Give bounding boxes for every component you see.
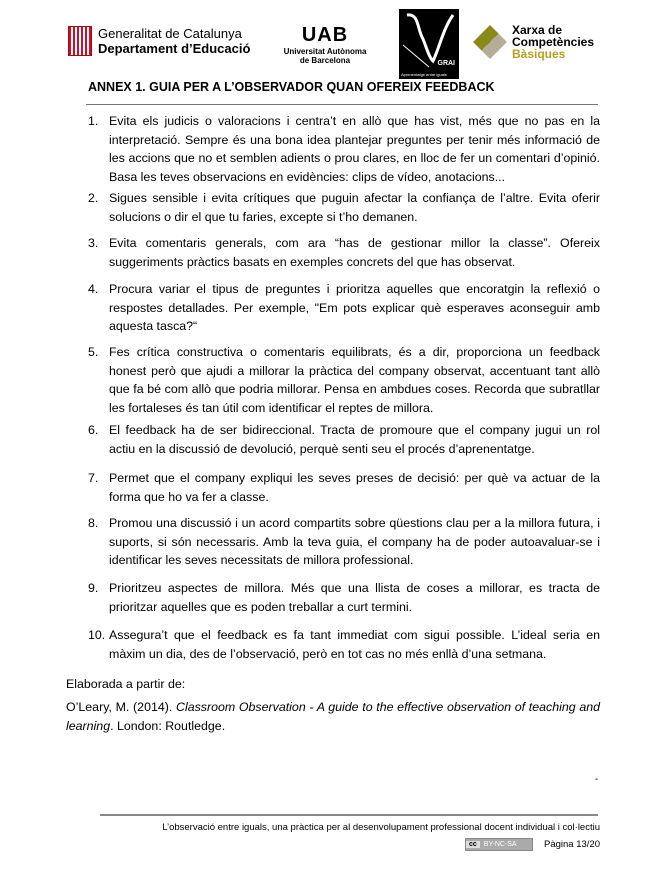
uab-logo-text: UAB	[301, 24, 349, 46]
item-number: 2.	[88, 191, 99, 205]
item-text: Procura variar el tipus de preguntes i prioritza aquelles que encoratgin la reflexió o respostes detallades. Per exemple, "Em pots explicar què esperaves aconseguir amb aquesta tasca?“	[109, 282, 600, 334]
item-text: Sigues sensible i evita crítiques que puguin afectar la confiança de l’altre. Evita oferir solucions o dir el que tu faries, excepte si t’ho demanen.	[109, 191, 600, 224]
xarxa-line1: Xarxa de	[512, 23, 563, 37]
item-text: Evita comentaris generals, com ara “has de gestionar millor la classe”. Ofereix suggeriments pràctics basats en exemples concrets del que has observat.	[109, 236, 600, 269]
license-text: BY-NC-SA	[483, 841, 517, 848]
uab-line1: Universitat Autònoma	[283, 47, 367, 56]
list-item	[88, 112, 600, 186]
list-item	[88, 189, 600, 226]
item-text: Evita els judicis o valoracions i centra’t en allò que has vist, més que no pas en la interpretació. Sempre és una bona idea plantejar preguntes per tenir més informació de les accions que no et semblen adients o prou clares, en lloc de fer un comentari d’opinió. Basa les teves observacions en evidències: clips de vídeo, anotacions...	[109, 114, 600, 184]
item-text: Prioritzeu aspectes de millora. Més que una llista de coses a millorar, es tracta de prioritzar aquelles que es poden treballar a curt termini.	[109, 581, 600, 614]
uab-logo	[280, 24, 370, 65]
list-item	[88, 421, 600, 458]
item-number: 3.	[88, 236, 99, 250]
item-text: Permet que el company expliqui les seves preses de decisió: per què va actuar de la forma que ho va fer a classe.	[109, 471, 600, 504]
xarxa-diamond-icon	[473, 25, 507, 59]
footer-divider	[100, 814, 598, 816]
grai-drawing-icon	[399, 9, 459, 79]
item-text: Assegura’t que el feedback es fa tant immediat com sigui possible. L’ideal seria en màxim un dia, des de l’observació, però en tot cas no més enllà d’una setmana.	[109, 628, 600, 661]
page-number: Pàgina 13/20	[544, 839, 600, 850]
page-title: ANNEX 1. GUIA PER A L’OBSERVADOR QUAN OFEREIX FEEDBACK	[88, 80, 495, 94]
item-number: 4.	[88, 282, 99, 296]
list-item	[88, 280, 600, 336]
item-text: El feedback ha de ser bidireccional. Tracta de promoure que el company jugui un rol actiu en la discussió de devolució, perquè senti seu el procés d’aprenentatge.	[109, 423, 600, 456]
list-item	[88, 626, 600, 663]
item-number: 7.	[88, 471, 99, 485]
item-text: Promou una discussió i un acord compartits sobre qüestions clau per a la millora futura, i suports, si són necessaris. Amb la teva guia, el company ha de poder autoavaluar-se i identificar les seves necessitats de millora professional.	[109, 516, 600, 568]
reference-title: Classroom Observation - A guide to the effective observation of teaching and learning	[66, 700, 600, 733]
department-name: Departament d’Educació	[98, 41, 251, 56]
list-item	[88, 343, 600, 417]
xarxa-line3: Bàsiques	[512, 47, 566, 61]
generalitat-name: Generalitat de Catalunya	[98, 26, 242, 41]
item-number: 9.	[88, 581, 99, 595]
item-number: 10.	[88, 628, 106, 642]
list-item	[88, 234, 600, 271]
item-number: 5.	[88, 345, 99, 359]
generalitat-logo	[68, 26, 250, 56]
footer-text: L’observació entre iguals, una pràctica per al desenvolupament professional docent individual i col·lectiu	[162, 822, 600, 833]
list-item	[88, 579, 600, 616]
grai-logo	[399, 9, 459, 79]
item-number: 1.	[88, 114, 99, 128]
list-item	[88, 514, 600, 570]
item-number: 6.	[88, 423, 99, 437]
item-text: Fes crítica constructiva o comentaris equilibrats, és a dir, proporciona un feedback honest però que ajudi a millorar la pràctica del company observat, accentuant tant allò que fa bé com allò que podria millorar. Pensa en ambdues coses. Recorda que subratllar les fortaleses és tan útil com identificar el reptes de millora.	[109, 345, 600, 415]
source-label: Elaborada a partir de:	[66, 677, 186, 691]
title-divider	[86, 104, 598, 105]
grai-text: GRAI	[437, 60, 455, 67]
reference-publisher: . London: Routledge.	[110, 718, 226, 733]
uab-line2: de Barcelona	[299, 56, 351, 65]
reference-author: O’Leary, M. (2014).	[66, 700, 176, 714]
stray-mark: -	[595, 774, 599, 785]
xarxa-line2: Competències	[512, 35, 595, 49]
reference	[66, 698, 600, 735]
grai-subtitle: Aprenentatge entre iguals	[401, 72, 447, 77]
item-number: 8.	[88, 516, 99, 530]
senyera-icon	[68, 26, 92, 56]
xarxa-logo	[478, 24, 594, 60]
cc-license-badge	[465, 838, 533, 851]
cc-icon: cc	[466, 841, 480, 848]
list-item	[88, 469, 600, 506]
